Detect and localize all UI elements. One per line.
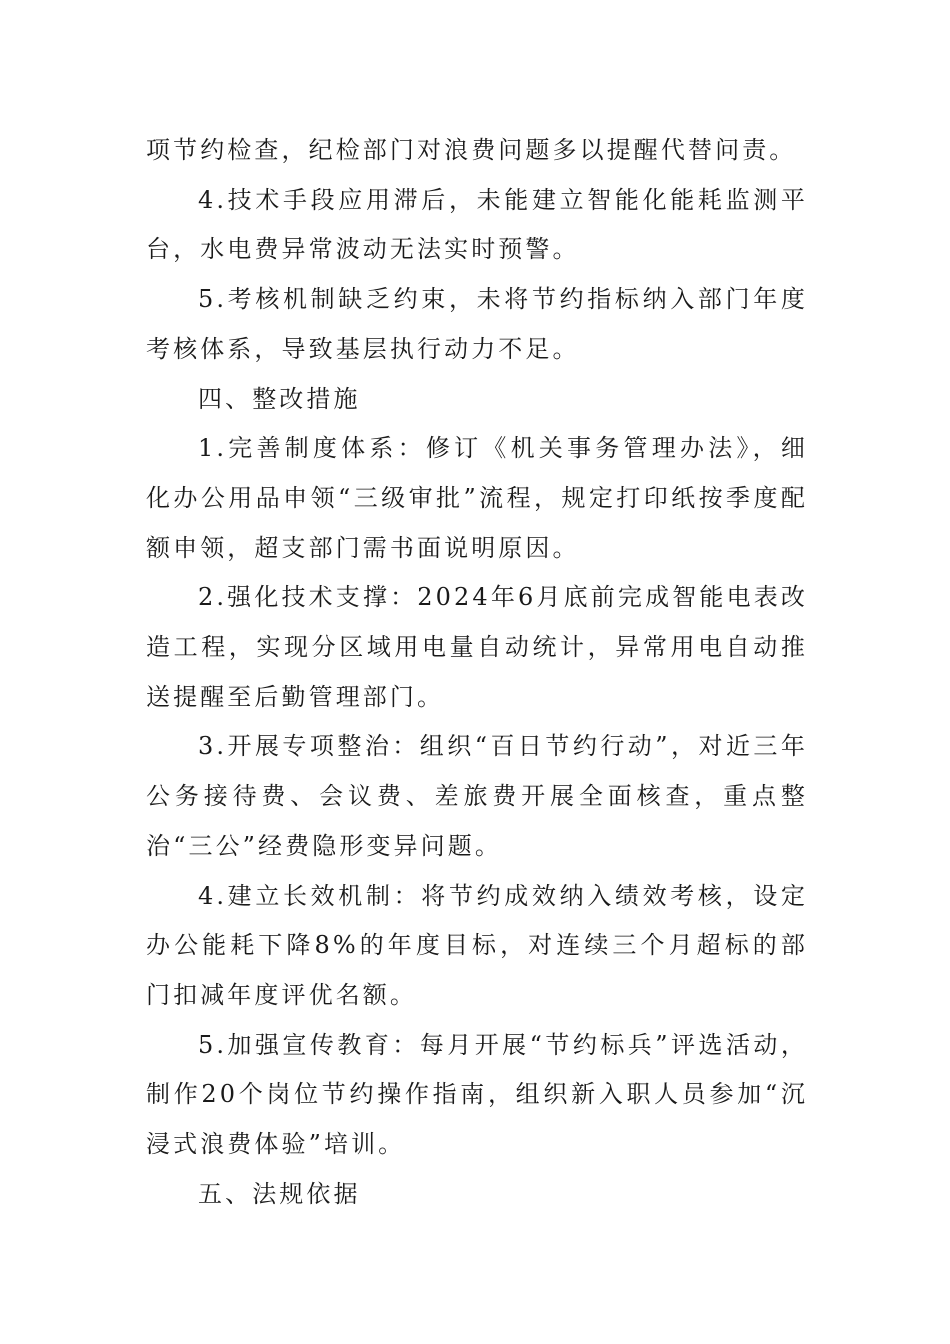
document-body (146, 126, 808, 1219)
paragraph-measure-2: 2.强化技术支撑：2024年6月底前完成智能电表改造工程，实现分区域用电量自动统计，异常用电自动推送提醒至后勤管理部门。 (146, 583, 808, 711)
paragraph-measure-5: 5.加强宣传教育：每月开展“节约标兵”评选活动，制作20个岗位节约操作指南，组织新入职人员参加“沉浸式浪费体验”培训。 (146, 1030, 808, 1159)
paragraph-continuation: 项节约检查，纪检部门对浪费问题多以提醒代替问责。 (146, 136, 797, 164)
section-heading-legal-basis: 五、法规依据 (198, 1179, 361, 1208)
paragraph-item-5-assessment: 5.考核机制缺乏约束，未将节约指标纳入部门年度考核体系，导致基层执行动力不足。 (146, 285, 808, 363)
paragraph-measure-1: 1.完善制度体系：修订《机关事务管理办法》，细化办公用品申领“三级审批”流程，规定打印纸按季度配额申领，超支部门需书面说明原因。 (146, 434, 808, 562)
paragraph-measure-4: 4.建立长效机制：将节约成效纳入绩效考核，设定办公能耗下降8%的年度目标，对连续三个月超标的部门扣减年度评优名额。 (146, 881, 808, 1009)
paragraph-item-4-tech: 4.技术手段应用滞后，未能建立智能化能耗监测平台，水电费异常波动无法实时预警。 (146, 185, 808, 264)
paragraph-measure-3: 3.开展专项整治：组织“百日节约行动”，对近三年公务接待费、会议费、差旅费开展全面核查，重点整治“三公”经费隐形变异问题。 (146, 732, 808, 860)
section-heading-rectification: 四、整改措施 (198, 384, 361, 413)
